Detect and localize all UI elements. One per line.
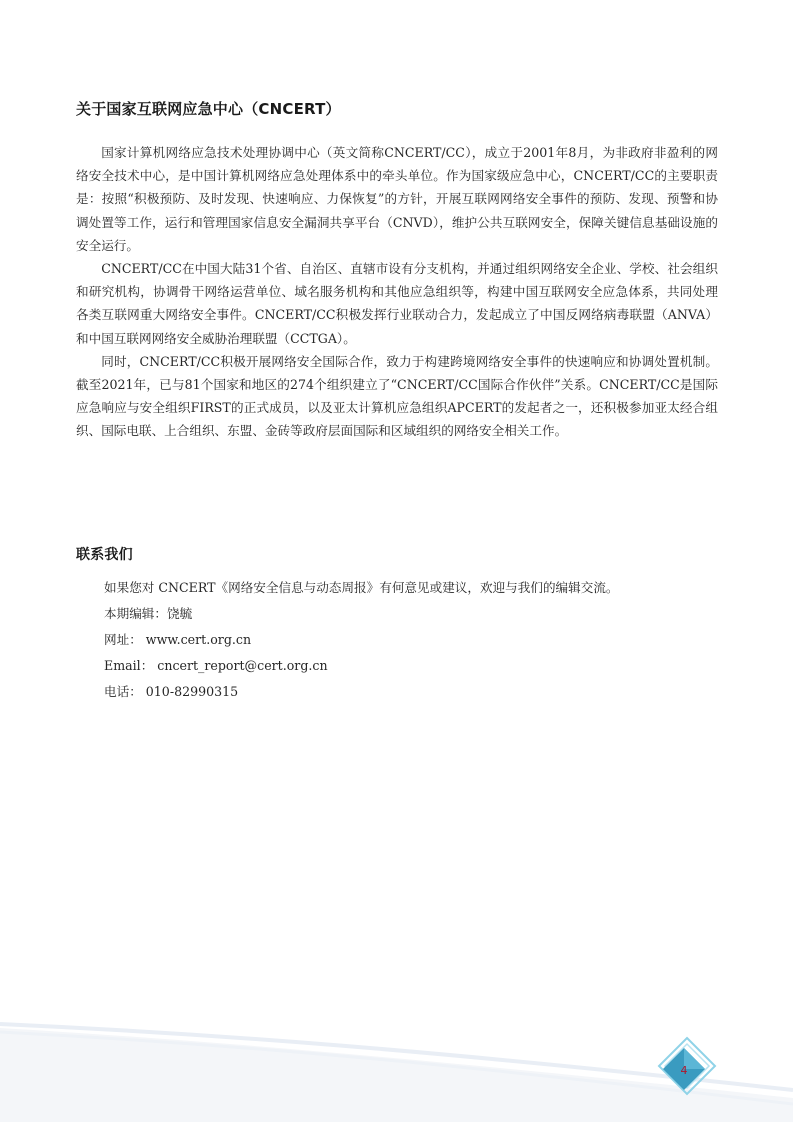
about-paragraph: 同时，CNCERT/CC积极开展网络安全国际合作，致力于构建跨境网络安全事件的快速响应和协调处置机制。截至2021年，已与81个国家和地区的274个组织建立了“CNCERT/CC国际合作伙伴”关系。CNCERT/CC是国际应急响应与安全组织FIRST的正式成员，以及亚太计算机应急组织APCERT的发起者之一，还积极参加亚太经合组织、国际电联、上合组织、东盟、金砖等政府层面国际和区域组织的网络安全相关工作。 xyxy=(76,353,718,439)
about-section-title: 关于国家互联网应急中心（CNCERT） xyxy=(76,100,341,118)
contact-list xyxy=(104,575,619,705)
contact-editor: 本期编辑：饶毓 xyxy=(104,606,193,621)
contact-email: Email： cncert_report@cert.org.cn xyxy=(104,658,328,673)
about-section-body xyxy=(76,141,718,443)
about-paragraph: 国家计算机网络应急技术处理协调中心（英文简称CNCERT/CC），成立于2001年8月，为非政府非盈利的网络安全技术中心，是中国计算机网络应急处理体系中的牵头单位。作为国家级应急中心，CNCERT/CC的主要职责是：按照“积极预防、及时发现、快速响应、力保恢复”的方针，开展互联网网络安全事件的预防、发现、预警和协调处置等工作，运行和管理国家信息安全漏洞共享平台（CNVD），维护公共互联网安全，保障关键信息基础设施的安全运行。 xyxy=(76,145,718,253)
contact-website: 网址： www.cert.org.cn xyxy=(104,632,252,647)
contact-phone: 电话： 010-82990315 xyxy=(104,684,239,699)
page-number: 4 xyxy=(680,1064,688,1077)
contact-intro: 如果您对 CNCERT《网络安全信息与动态周报》有何意见或建议，欢迎与我们的编辑交流。 xyxy=(104,580,619,595)
about-paragraph: CNCERT/CC在中国大陆31个省、自治区、直辖市设有分支机构，并通过组织网络安全企业、学校、社会组织和研究机构，协调骨干网络运营单位、域名服务机构和其他应急组织等，构建中国互联网安全应急体系，共同处理各类互联网重大网络安全事件。CNCERT/CC积极发挥行业联动合力，发起成立了中国反网络病毒联盟（ANVA）和中国互联网网络安全威胁治理联盟（CCTGA）。 xyxy=(76,261,718,346)
contact-section-title: 联系我们 xyxy=(76,547,133,563)
